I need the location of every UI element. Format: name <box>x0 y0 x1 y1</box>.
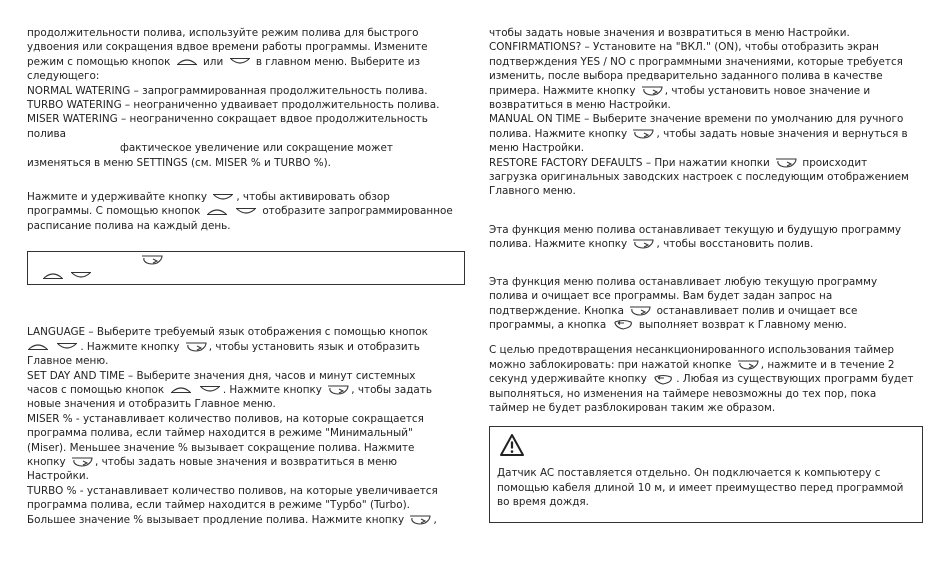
text-line: удвоения или сокращения вдвое времени работы программы. Измените <box>27 41 428 54</box>
enter-button-icon <box>141 254 163 266</box>
text-span: . Нажмите кнопку <box>222 383 322 396</box>
text-line <box>27 340 465 354</box>
text-span: часов с помощью кнопок <box>27 383 165 396</box>
text-line: программа полива, если таймер находится в режиме "Минимальный" <box>27 427 413 440</box>
text-line: во время дождя. <box>497 496 589 509</box>
text-span: . Нажмите кнопку <box>80 340 180 353</box>
text-span: программы, а кнопка <box>489 318 607 331</box>
restore-defaults-setting <box>489 156 921 170</box>
text-span: , чтобы задать новые значения и возвратиться в меню <box>94 455 398 468</box>
turbo-percent-setting: TURBO % - устанавливает количество поливов, на которые увеличивается <box>27 484 438 497</box>
text-span: , чтобы активировать обзор <box>236 191 390 204</box>
down-button-icon <box>70 270 92 281</box>
text-line <box>489 237 921 251</box>
text-line: программа полива, если таймер находится в режиме "Турбо" (Turbo). <box>27 499 410 512</box>
set-day-time-setting: SET DAY AND TIME – Выберите значения дня, часов и минут системных <box>27 369 416 382</box>
text-line <box>27 55 465 69</box>
text-span: программы. С помощью кнопок <box>27 205 201 218</box>
text-line: Главного меню. <box>489 185 576 198</box>
text-span: отобразите запрограммированное <box>262 205 453 218</box>
turbo-watering: TURBO WATERING – неограниченно удваивает продолжительность полива. <box>27 99 440 112</box>
text-line: Настройки. <box>27 470 89 483</box>
text-line <box>489 127 921 141</box>
text-span: примера. Нажмите кнопку <box>489 84 636 97</box>
text-line <box>27 383 465 397</box>
text-line <box>489 358 921 372</box>
text-span: , чтобы задать новые значения и вернуться в <box>656 127 908 140</box>
text-line: Эта функция меню полива останавливает текущую и будущую программу <box>489 223 902 236</box>
text-line <box>27 455 465 469</box>
text-line: загрузка оригинальных заводских настроек с последующим отображением <box>489 171 909 184</box>
text-span: . Любая из существующих программ будет <box>676 373 914 386</box>
text-line <box>489 318 921 332</box>
down-button-icon <box>229 56 251 67</box>
up-button-icon <box>170 384 192 395</box>
enter-button-icon <box>629 305 651 317</box>
back-button-icon <box>652 374 674 385</box>
enter-button-icon <box>409 514 431 526</box>
down-button-icon <box>212 192 234 203</box>
text-span: выполняет возврат к Главному меню. <box>638 318 847 331</box>
enter-button-icon <box>327 384 349 396</box>
text-span: режим с помощью кнопок <box>27 55 171 68</box>
enter-button-icon <box>775 157 797 169</box>
down-button-icon <box>199 384 221 395</box>
text-line <box>489 372 921 386</box>
right-column <box>489 26 921 523</box>
down-button-icon <box>235 206 257 217</box>
text-line: расписание полива на каждый день. <box>27 219 231 232</box>
note-box <box>27 251 465 285</box>
text-span: , чтобы задать <box>351 383 432 396</box>
text-span: подтверждение. Кнопка <box>489 304 624 317</box>
text-line <box>489 304 921 318</box>
enter-button-icon <box>632 238 654 250</box>
enter-button-icon <box>185 341 207 353</box>
text-line: Эта функция меню полива останавливает любую текущую программу <box>489 275 878 288</box>
text-line: Главное меню. <box>27 355 109 368</box>
text-line: изменяться в меню SETTINGS (см. MISER % и TURBO %). <box>27 156 331 169</box>
text-span: или <box>203 55 224 68</box>
up-button-icon <box>42 270 64 281</box>
text-span: Большее значение % вызывает продление полива. Нажмите кнопку <box>27 513 405 526</box>
text-span: секунд удерживайте кнопку <box>489 373 647 386</box>
text-span: полива. Нажмите кнопку <box>489 127 628 140</box>
up-button-icon <box>176 56 198 67</box>
back-button-icon <box>612 319 634 330</box>
warning-box <box>489 426 923 523</box>
text-span: , чтобы восстановить полив. <box>656 238 814 251</box>
text-span: полива. Нажмите кнопку <box>489 238 628 251</box>
manual-on-time-setting: MANUAL ON TIME – Выберите значение времени по умолчанию для ручного <box>489 113 904 126</box>
text-line: полива <box>27 127 67 140</box>
miser-percent-setting: MISER % - устанавливает количество поливов, на которые сокращается <box>27 412 424 425</box>
text-line <box>27 204 465 218</box>
text-line: возвратиться в меню Настройки. <box>489 99 671 112</box>
text-line: продолжительности полива, используйте режим полива для быстрого <box>27 27 419 39</box>
text-line: выполняться, но изменения на таймере невозможны до тех пор, пока <box>489 387 877 400</box>
text-span: , чтобы установить новое значение и <box>664 84 871 97</box>
text-line: фактическое увеличение или сокращение может <box>120 142 393 155</box>
text-span: RESTORE FACTORY DEFAULTS – При нажатии кнопки <box>489 156 770 169</box>
text-line: полива и очищает все программы. Вам будет задан запрос на <box>489 290 833 303</box>
text-span: , нажмите и в течение 2 <box>760 358 895 371</box>
up-button-icon <box>206 206 228 217</box>
language-setting: LANGUAGE – Выберите требуемый язык отображения с помощью кнопок <box>27 326 428 339</box>
text-span: , чтобы установить язык и отобразить <box>208 340 420 353</box>
text-line: чтобы задать новые значения и возвратиться в меню Настройки. <box>489 27 850 39</box>
left-column <box>27 26 465 527</box>
text-line: следующего: <box>27 70 100 83</box>
text-span: происходит <box>802 156 868 169</box>
enter-button-icon <box>71 456 93 468</box>
normal-watering: NORMAL WATERING – запрограммированная продолжительность полива. <box>27 84 428 97</box>
text-line: меню Настройки. <box>489 142 585 155</box>
text-line <box>489 84 921 98</box>
text-line: таймер не будет разблокирован таким же образом. <box>489 401 776 414</box>
text-span: в главном меню. Выберите из <box>255 55 421 68</box>
enter-button-icon <box>632 128 654 140</box>
enter-button-icon <box>641 85 663 97</box>
warning-icon <box>499 433 525 457</box>
down-button-icon <box>56 341 78 352</box>
warning-text <box>497 466 914 509</box>
text-span: кнопку <box>27 455 66 468</box>
enter-button-icon <box>737 359 759 371</box>
up-button-icon <box>27 341 49 352</box>
miser-watering: MISER WATERING – неограниченно сокращает вдвое продолжительность <box>27 113 428 126</box>
text-line: Датчик AC поставляется отдельно. Он подключается к компьютеру с <box>497 467 881 480</box>
text-line: изменить, после выбора предварительно заданного полива в качестве <box>489 70 883 83</box>
text-line: С целью предотвращения несанкционированного использования таймер <box>489 344 895 357</box>
text-line: подтверждения YES / NO с программными значениями, которые требуется <box>489 55 903 68</box>
text-line: новые значения и отобразить Главное меню. <box>27 398 276 411</box>
text-line <box>27 513 465 527</box>
confirmations-setting: CONFIRMATIONS? – Установите на "ВКЛ." (ON), чтобы отобразить экран <box>489 41 879 54</box>
text-span: останавливает полив и очищает все <box>656 304 858 317</box>
text-span: можно заблокировать: при нажатой кнопке <box>489 358 732 371</box>
text-line <box>27 190 465 204</box>
text-span: Нажмите и удерживайте кнопку <box>27 191 208 204</box>
text-line: помощью кабеля длиной 10 м, и имеет преимущество перед программой <box>497 481 904 494</box>
text-span: , <box>433 513 437 526</box>
text-line: (Miser). Меньшее значение % вызывает сокращение полива. Нажмите <box>27 441 415 454</box>
